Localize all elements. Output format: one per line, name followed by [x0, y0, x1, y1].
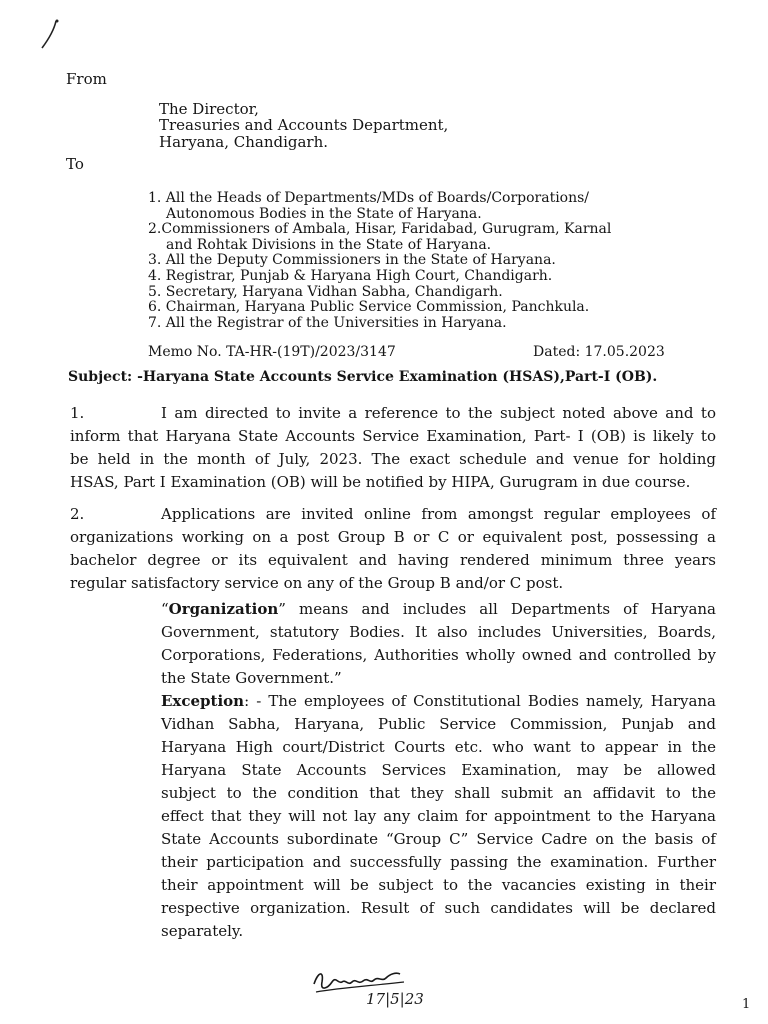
para-line: inform that Haryana State Accounts Service Examination, Part- I (OB) is likely to [70, 427, 716, 445]
exception-line: State Accounts subordinate “Group C” Service Cadre on the basis of [161, 830, 716, 848]
exception-line: subject to the condition that they shall submit an affidavit to the [161, 784, 716, 802]
exception-line: Haryana High court/District Courts etc. who want to appear in the [161, 738, 716, 756]
recipient-item: 4. Registrar, Punjab & Haryana High Court, Chandigarh. [148, 268, 553, 284]
recipient-item: 7. All the Registrar of the Universities in Haryana. [148, 315, 507, 331]
handwritten-signature [308, 962, 438, 1010]
from-line: Haryana, Chandigarh. [159, 133, 329, 151]
signature-date: 17|5|23 [366, 990, 424, 1008]
recipient-item: and Rohtak Divisions in the State of Haryana. [166, 237, 492, 253]
handwritten-tick-mark [34, 18, 64, 52]
para-number: 2. [70, 505, 85, 523]
para-line: bachelor degree or its equivalent and having rendered minimum three years [70, 551, 716, 569]
para-line: organizations working on a post Group B or C or equivalent post, possessing a [70, 528, 716, 546]
exception-line: Vidhan Sabha, Haryana, Public Service Commission, Punjab and [161, 715, 716, 733]
para-line: regular satisfactory service on any of the Group B and/or C post. [70, 574, 564, 592]
exception-line: Haryana State Accounts Services Examination, may be allowed [161, 761, 716, 779]
to-label: To [66, 155, 84, 173]
definition-quote: “ [161, 600, 169, 618]
recipient-item: 2.Commissioners of Ambala, Hisar, Faridabad, Gurugram, Karnal [148, 221, 612, 237]
definition-line: Corporations, Federations, Authorities wholly owned and controlled by [161, 646, 716, 664]
recipient-item: 6. Chairman, Haryana Public Service Commission, Panchkula. [148, 299, 590, 315]
memo-number: Memo No. TA-HR-(19T)/2023/3147 [148, 344, 396, 360]
para-line: I am directed to invite a reference to the subject noted above and to [161, 404, 716, 422]
exception-line: their appointment will be subject to the vacancies existing in their [161, 876, 716, 894]
exception-line: separately. [161, 922, 244, 940]
recipient-item: Autonomous Bodies in the State of Haryana. [166, 206, 482, 222]
memo-date: Dated: 17.05.2023 [533, 344, 665, 360]
exception-line: respective organization. Result of such candidates will be declared [161, 899, 716, 917]
definition-line-1 [161, 600, 716, 618]
definition-line: Government, statutory Bodies. It also includes Universities, Boards, [161, 623, 716, 641]
recipient-item: 5. Secretary, Haryana Vidhan Sabha, Chandigarh. [148, 284, 503, 300]
from-label: From [66, 70, 107, 88]
exception-text: : - The employees of Constitutional Bodies namely, Haryana [244, 692, 716, 710]
exception-line: their participation and successfully passing the examination. Further [161, 853, 716, 871]
subject-line: Subject: -Haryana State Accounts Service Examination (HSAS),Part-I (OB). [68, 369, 658, 385]
page-number: 1 [742, 997, 751, 1012]
para-line: Applications are invited online from amongst regular employees of [161, 505, 716, 523]
from-line: The Director, [159, 100, 259, 118]
exception-line: effect that they will not lay any claim for appointment to the Haryana [161, 807, 716, 825]
para-line: be held in the month of July, 2023. The exact schedule and venue for holding [70, 450, 716, 468]
definition-text: ” means and includes all Departments of Haryana [278, 600, 716, 618]
exception-label: Exception [161, 692, 245, 710]
exception-line-1 [161, 692, 716, 710]
definition-term: Organization [168, 600, 279, 618]
recipient-item: 1. All the Heads of Departments/MDs of Boards/Corporations/ [148, 190, 590, 206]
from-line: Treasuries and Accounts Department, [159, 116, 449, 134]
recipient-item: 3. All the Deputy Commissioners in the State of Haryana. [148, 252, 556, 268]
definition-line: the State Government.” [161, 669, 342, 687]
para-line: HSAS, Part I Examination (OB) will be notified by HIPA, Gurugram in due course. [70, 473, 691, 491]
para-number: 1. [70, 404, 85, 422]
